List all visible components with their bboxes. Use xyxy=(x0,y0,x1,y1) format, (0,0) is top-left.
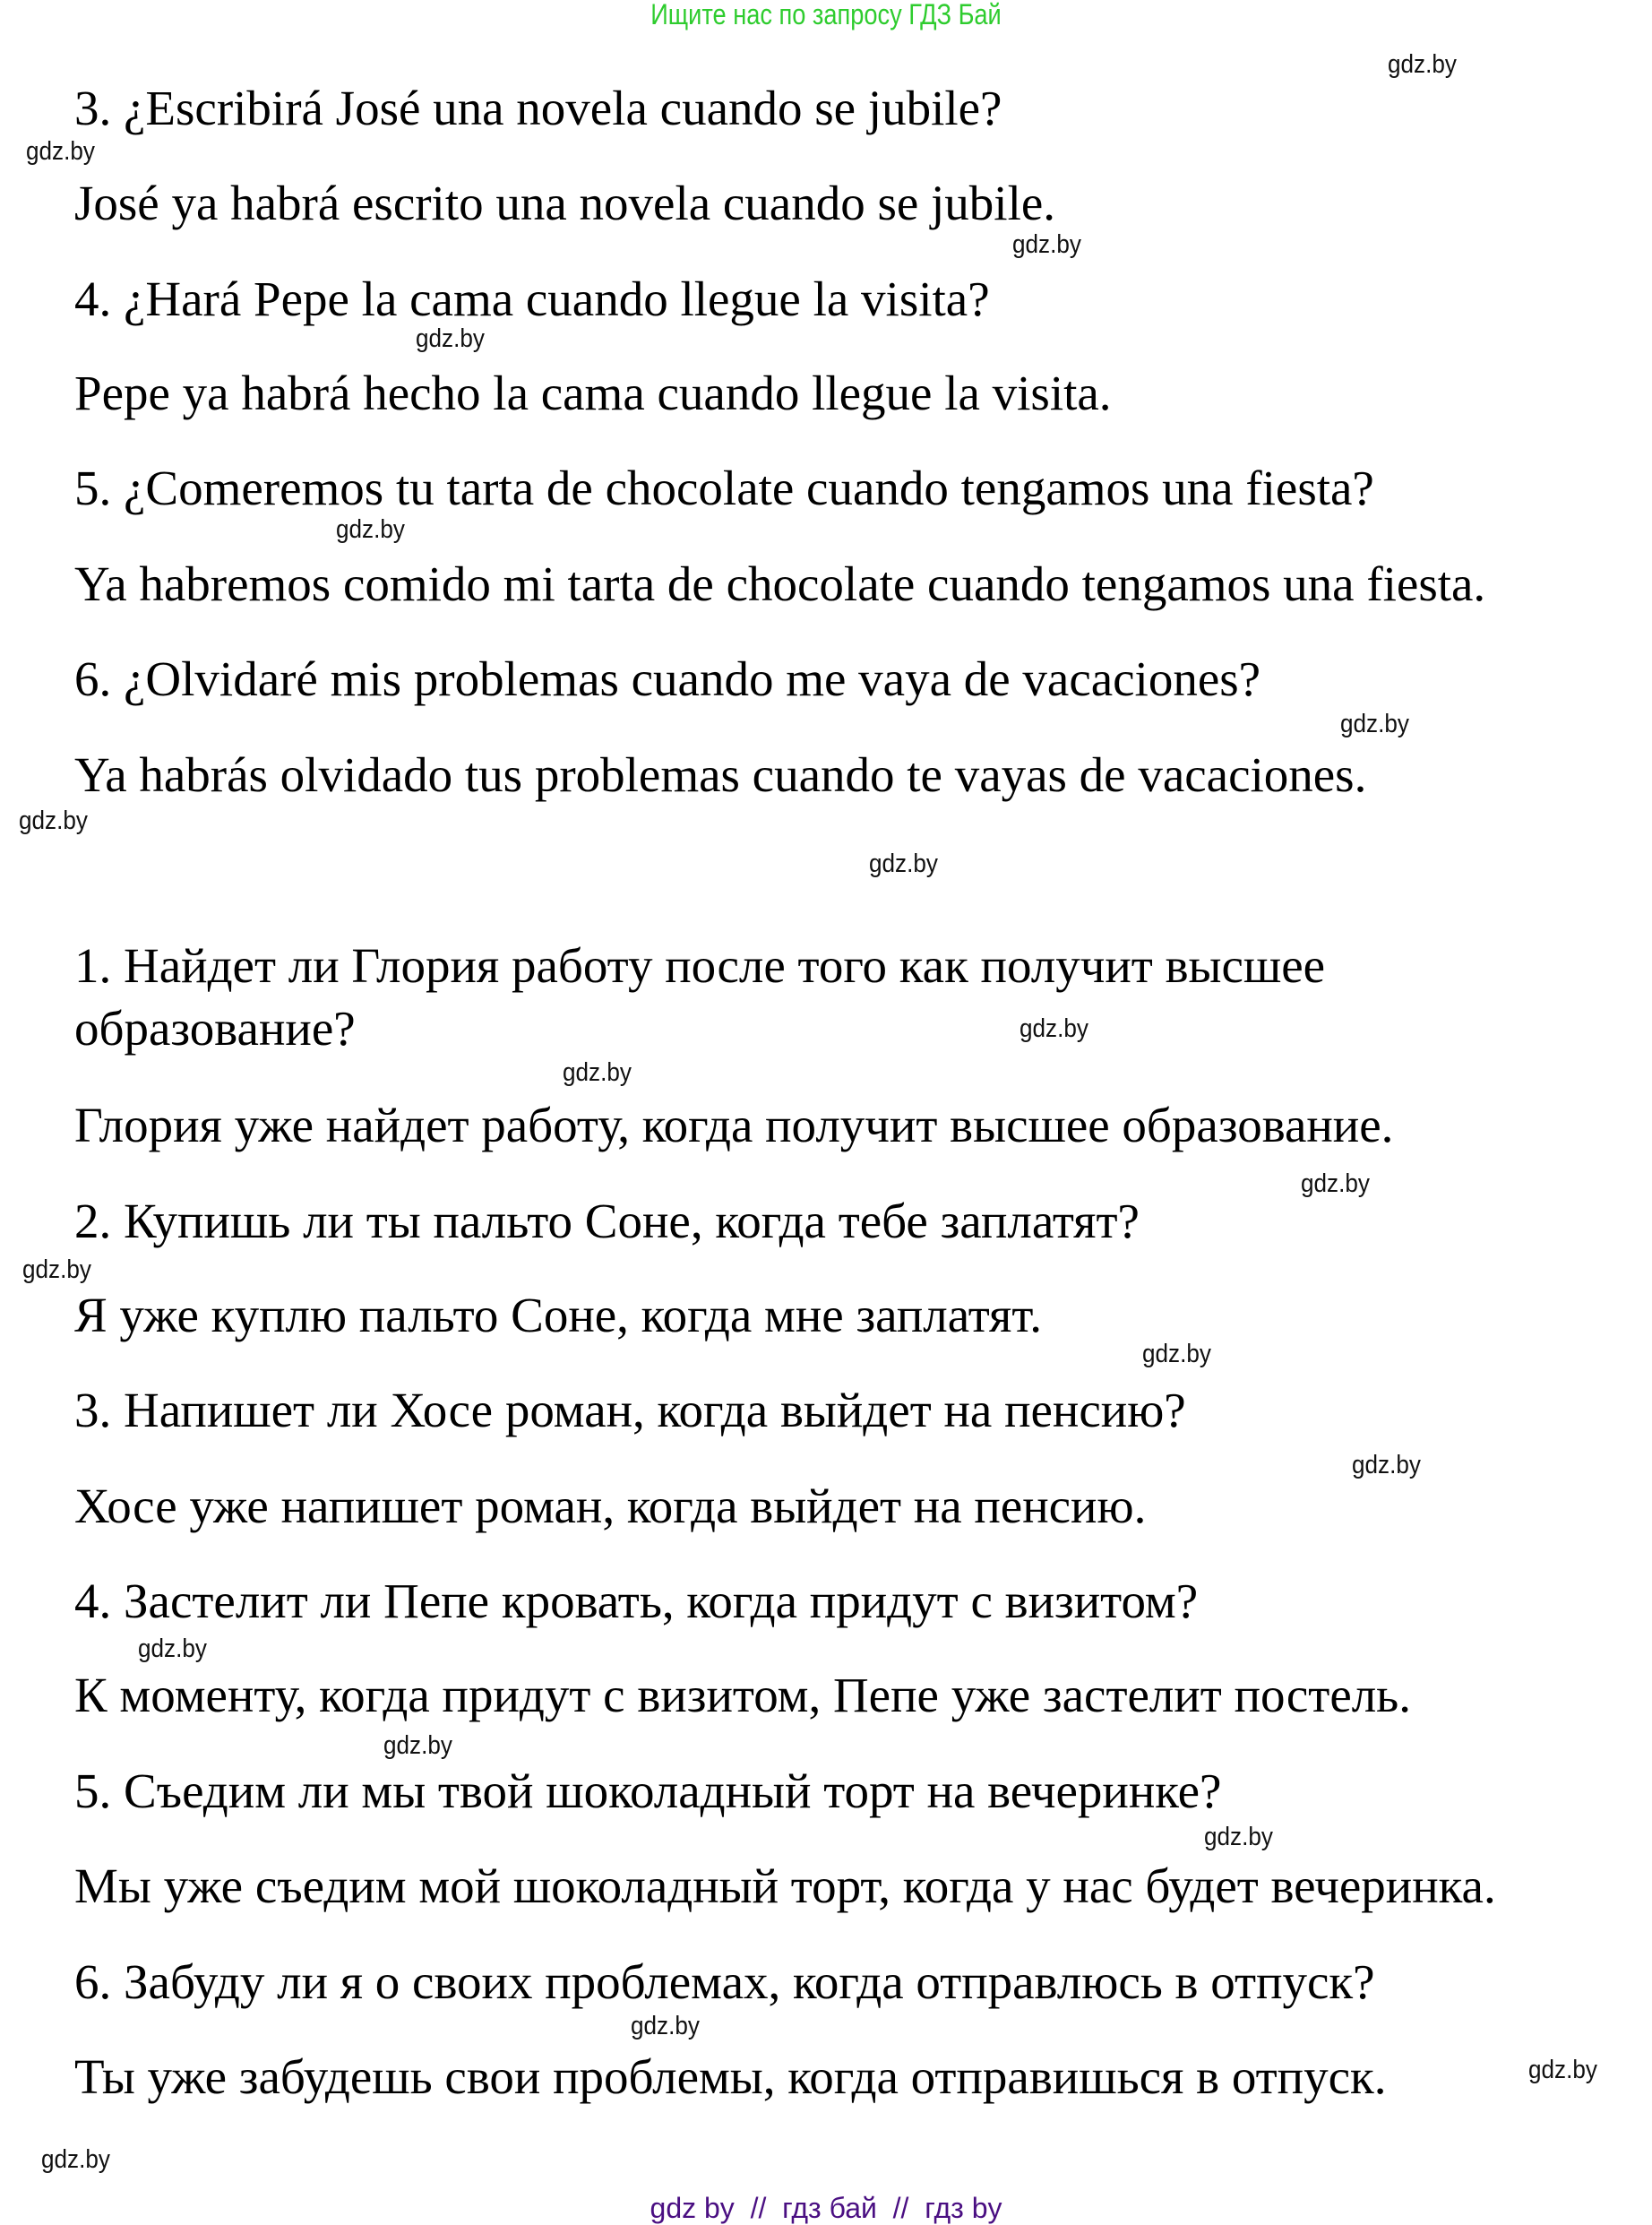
watermark: gdz.by xyxy=(19,806,88,835)
watermark: gdz.by xyxy=(1340,710,1409,738)
text-line: 1. Найдет ли Глория работу после того как получит высшее xyxy=(74,938,1326,993)
watermark: gdz.by xyxy=(1352,1451,1421,1479)
watermark: gdz.by xyxy=(1020,1014,1088,1043)
text-line: 4. ¿Hará Pepe la cama cuando llegue la visita? xyxy=(74,272,990,326)
text-line: Глория уже найдет работу, когда получит высшее образование. xyxy=(74,1098,1394,1152)
text-line: Я уже куплю пальто Соне, когда мне заплатят. xyxy=(74,1288,1042,1342)
text-line: 6. ¿Olvidaré mis problemas cuando me vaya de vacaciones? xyxy=(74,651,1261,706)
text-line: 6. Забуду ли я о своих проблемах, когда отправлюсь в отпуск? xyxy=(74,1954,1375,2009)
watermark: gdz.by xyxy=(22,1255,91,1284)
text-line: José ya habrá escrito una novela cuando se jubile. xyxy=(74,176,1056,230)
text-line: 3. ¿Escribirá José una novela cuando se jubile? xyxy=(74,81,1002,135)
watermark: gdz.by xyxy=(1388,50,1457,79)
watermark: gdz.by xyxy=(631,2012,700,2040)
text-line: Ya habremos comido mi tarta de chocolate cuando tengamos una fiesta. xyxy=(74,556,1486,611)
text-line: 2. Купишь ли ты пальто Соне, когда тебе заплатят? xyxy=(74,1194,1140,1248)
search-hint-header: Ищите нас по запросу ГДЗ Бай xyxy=(650,0,1002,30)
text-line: Ya habrás olvidado tus problemas cuando te vayas de vacaciones. xyxy=(74,747,1367,802)
text-line: 4. Застелит ли Пепе кровать, когда придут с визитом? xyxy=(74,1574,1199,1628)
watermark: gdz.by xyxy=(41,2145,110,2174)
text-line: 3. Напишет ли Хосе роман, когда выйдет на пенсию? xyxy=(74,1383,1186,1437)
watermark: gdz.by xyxy=(1012,230,1081,259)
watermark: gdz.by xyxy=(563,1058,632,1087)
watermark: gdz.by xyxy=(1528,2056,1597,2084)
text-line: Хосе уже напишет роман, когда выйдет на пенсию. xyxy=(74,1479,1147,1533)
watermark: gdz.by xyxy=(869,849,938,878)
watermark: gdz.by xyxy=(26,137,95,166)
text-line: 5. ¿Comeremos tu tarta de chocolate cuando tengamos una fiesta? xyxy=(74,461,1374,515)
watermark: gdz.by xyxy=(1301,1169,1370,1198)
text-line: Pepe ya habrá hecho la cama cuando llegue la visita. xyxy=(74,366,1112,420)
footer-links[interactable]: gdz by // гдз бай // гдз by xyxy=(650,2192,1002,2224)
text-line: 5. Съедим ли мы твой шоколадный торт на вечеринке? xyxy=(74,1764,1222,1818)
watermark: gdz.by xyxy=(336,515,405,544)
text-line: образование? xyxy=(74,1001,356,1056)
text-line: К моменту, когда придут с визитом, Пепе уже застелит постель. xyxy=(74,1668,1412,1722)
watermark: gdz.by xyxy=(1204,1823,1273,1851)
text-line: Ты уже забудешь свои проблемы, когда отправишься в отпуск. xyxy=(74,2049,1387,2104)
watermark: gdz.by xyxy=(138,1634,207,1663)
text-line: Мы уже съедим мой шоколадный торт, когда у нас будет вечеринка. xyxy=(74,1858,1496,1913)
watermark: gdz.by xyxy=(416,324,485,353)
watermark: gdz.by xyxy=(383,1731,452,1760)
watermark: gdz.by xyxy=(1142,1340,1211,1368)
